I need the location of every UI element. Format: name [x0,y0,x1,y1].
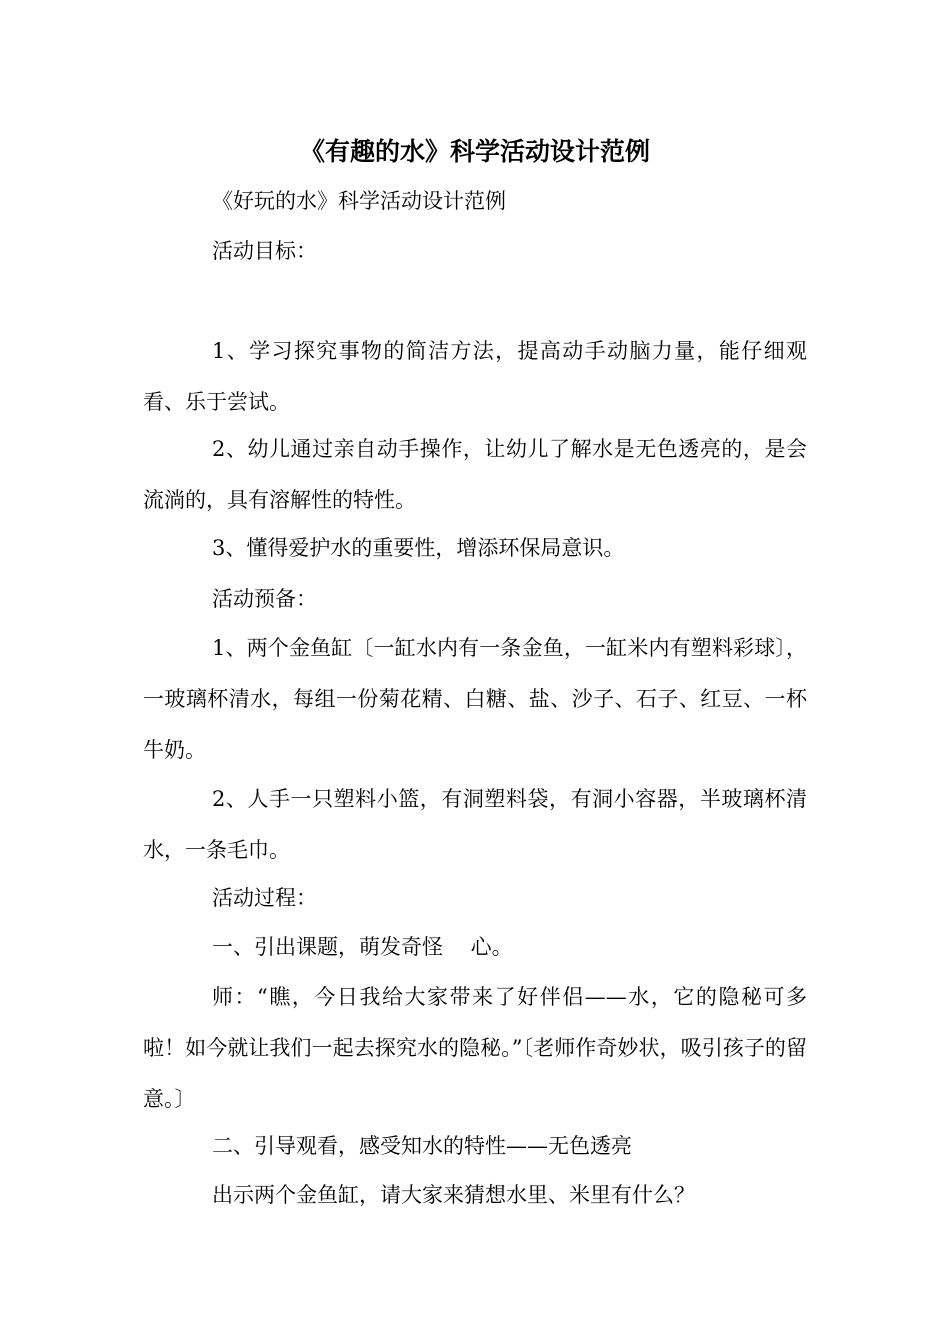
process-step-2-heading: 二、引导观看，感受知水的特性——无色透亮 [212,1134,632,1158]
preparation-item-1: 1、两个金鱼缸〔一缸水内有一条金鱼，一缸米内有塑料彩球〕，一玻璃杯清水，每组一份菊花精、白糖、盐、沙子、石子、红豆、一杯牛奶。 [143,636,807,762]
process-step-1-heading: 一、引出课题，萌发奇怪 心。 [212,935,513,959]
document-title: 《有趣的水》科学活动设计范例 [299,137,650,166]
goal-item-1: 1、学习探究事物的简洁方法，提高动手动脑力量，能仔细观看、乐于尝试。 [143,339,807,414]
goal-item-3: 3、懂得爱护水的重要性，增添环保局意识。 [212,536,625,560]
goal-item-2: 2、幼儿通过亲自动手操作，让幼儿了解水是无色透亮的，是会流淌的，具有溶解性的特性。 [143,437,807,512]
process-step-2-text: 出示两个金鱼缸，请大家来猜想水里、米里有什么？ [212,1183,695,1207]
subtitle-paragraph: 《好玩的水》科学活动设计范例 [212,189,506,213]
process-heading: 活动过程： [212,886,317,910]
teacher-quote-paragraph: 师：“瞧，今日我给大家带来了好伴侣——水，它的隐秘可多啦！如今就让我们一起去探究水的隐秘。”〔老师作奇妙状，吸引孩子的留意。〕 [143,985,807,1111]
preparation-item-2: 2、人手一只塑料小篮，有洞塑料袋，有洞小容器，半玻璃杯清水，一条毛巾。 [143,787,807,862]
preparation-heading: 活动预备： [212,587,317,611]
goals-heading: 活动目标： [212,239,317,263]
